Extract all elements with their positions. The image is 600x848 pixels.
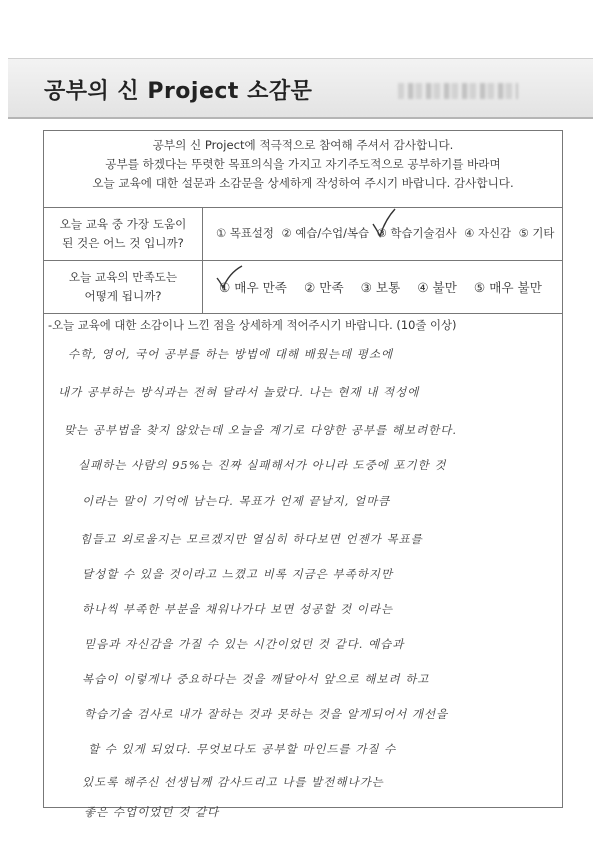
intro-section	[44, 131, 562, 208]
q1-checkmark-icon	[371, 208, 397, 238]
q2-option-2[interactable]: ② 만족	[303, 280, 344, 295]
handwritten-line: 믿음과 자신감을 가질 수 있는 시간이었던 것 같다. 예습과	[84, 637, 405, 651]
handwritten-line: 실패하는 사람의 95%는 진짜 실패해서가 아니라 도중에 포기한 것	[78, 458, 447, 472]
q1-option-2[interactable]: ② 예습/수업/복습	[281, 226, 370, 240]
handwritten-line: 할 수 있게 되었다. 무엇보다도 공부할 마인드를 가질 수	[88, 742, 397, 756]
q2-option-1[interactable]: ① 매우 만족	[219, 280, 287, 295]
q1-option-5[interactable]: ⑤ 기타	[518, 226, 555, 240]
handwritten-line: 이라는 말이 기억에 남는다. 목표가 언제 끝날지, 얼마큼	[82, 494, 391, 508]
handwritten-line: 학습기술 검사로 내가 잘하는 것과 못하는 것을 알게되어서 개선을	[84, 707, 449, 721]
question-2-label-line-1: 오늘 교육의 만족도는	[68, 269, 178, 284]
q2-checkmark-icon	[214, 264, 244, 294]
intro-line-1: 공부의 신 Project에 적극적으로 참여해 주셔서 감사합니다.	[152, 138, 454, 152]
q1-option-4[interactable]: ④ 자신감	[464, 226, 511, 240]
question-2-options	[219, 277, 555, 296]
question-2-row	[44, 260, 562, 314]
handwritten-line: 수학, 영어, 국어 공부를 하는 방법에 대해 배웠는데 평소에	[68, 347, 394, 361]
intro-line-2: 공부를 하겠다는 뚜렷한 목표의식을 가지고 자기주도적으로 공부하기를 바라며	[105, 157, 501, 171]
comment-prompt: -오늘 교육에 대한 소감이나 느낀 점을 상세하게 적어주시기 바랍니다. (10줄 이상)	[48, 318, 457, 332]
handwritten-line: 달성할 수 있을 것이라고 느꼈고 비록 지금은 부족하지만	[82, 567, 394, 581]
q1-option-1[interactable]: ① 목표설정	[216, 226, 274, 240]
handwritten-line: 좋은 수업이었던 것 같다	[84, 805, 220, 819]
page-title: 공부의 신 Project 소감문	[44, 79, 313, 104]
intro-line-3: 오늘 교육에 대한 설문과 소감문을 상세하게 작성하여 주시기 바랍니다. 감사합니다.	[92, 176, 514, 190]
question-1-label-line-2: 된 것은 어느 것 입니까?	[62, 236, 184, 250]
handwritten-line: 있도록 해주신 선생님께 감사드리고 나를 발전해나가는	[82, 775, 384, 789]
handwritten-line: 하나씩 부족한 부분을 채워나가다 보면 성공할 것 이라는	[82, 602, 394, 616]
question-2-label	[44, 260, 203, 313]
q2-option-4[interactable]: ④ 불만	[417, 280, 457, 295]
redacted-name	[398, 83, 518, 99]
question-1-label	[44, 208, 203, 260]
question-1-row	[44, 208, 562, 261]
handwritten-line: 내가 공부하는 방식과는 전혀 달라서 놀랐다. 나는 현재 내 적성에	[58, 385, 420, 399]
question-2-label-line-2: 어떻게 됩니까?	[84, 288, 162, 303]
handwritten-line: 맞는 공부법을 찾지 않았는데 오늘을 계기로 다양한 공부를 해보려한다.	[64, 423, 458, 437]
handwritten-line: 복습이 이렇게나 중요하다는 것을 깨달아서 앞으로 해보려 하고	[82, 672, 430, 686]
question-1-label-line-1: 오늘 교육 중 가장 도움이	[59, 217, 187, 231]
handwritten-line: 힘들고 외로울지는 모르겠지만 열심히 하다보면 언젠가 목표를	[80, 532, 423, 546]
q2-option-3[interactable]: ③ 보통	[360, 280, 401, 295]
q1-option-3[interactable]: ③ 학습기술검사	[376, 226, 457, 240]
q2-option-5[interactable]: ⑤ 매우 불만	[473, 280, 542, 295]
form-table	[43, 130, 563, 819]
